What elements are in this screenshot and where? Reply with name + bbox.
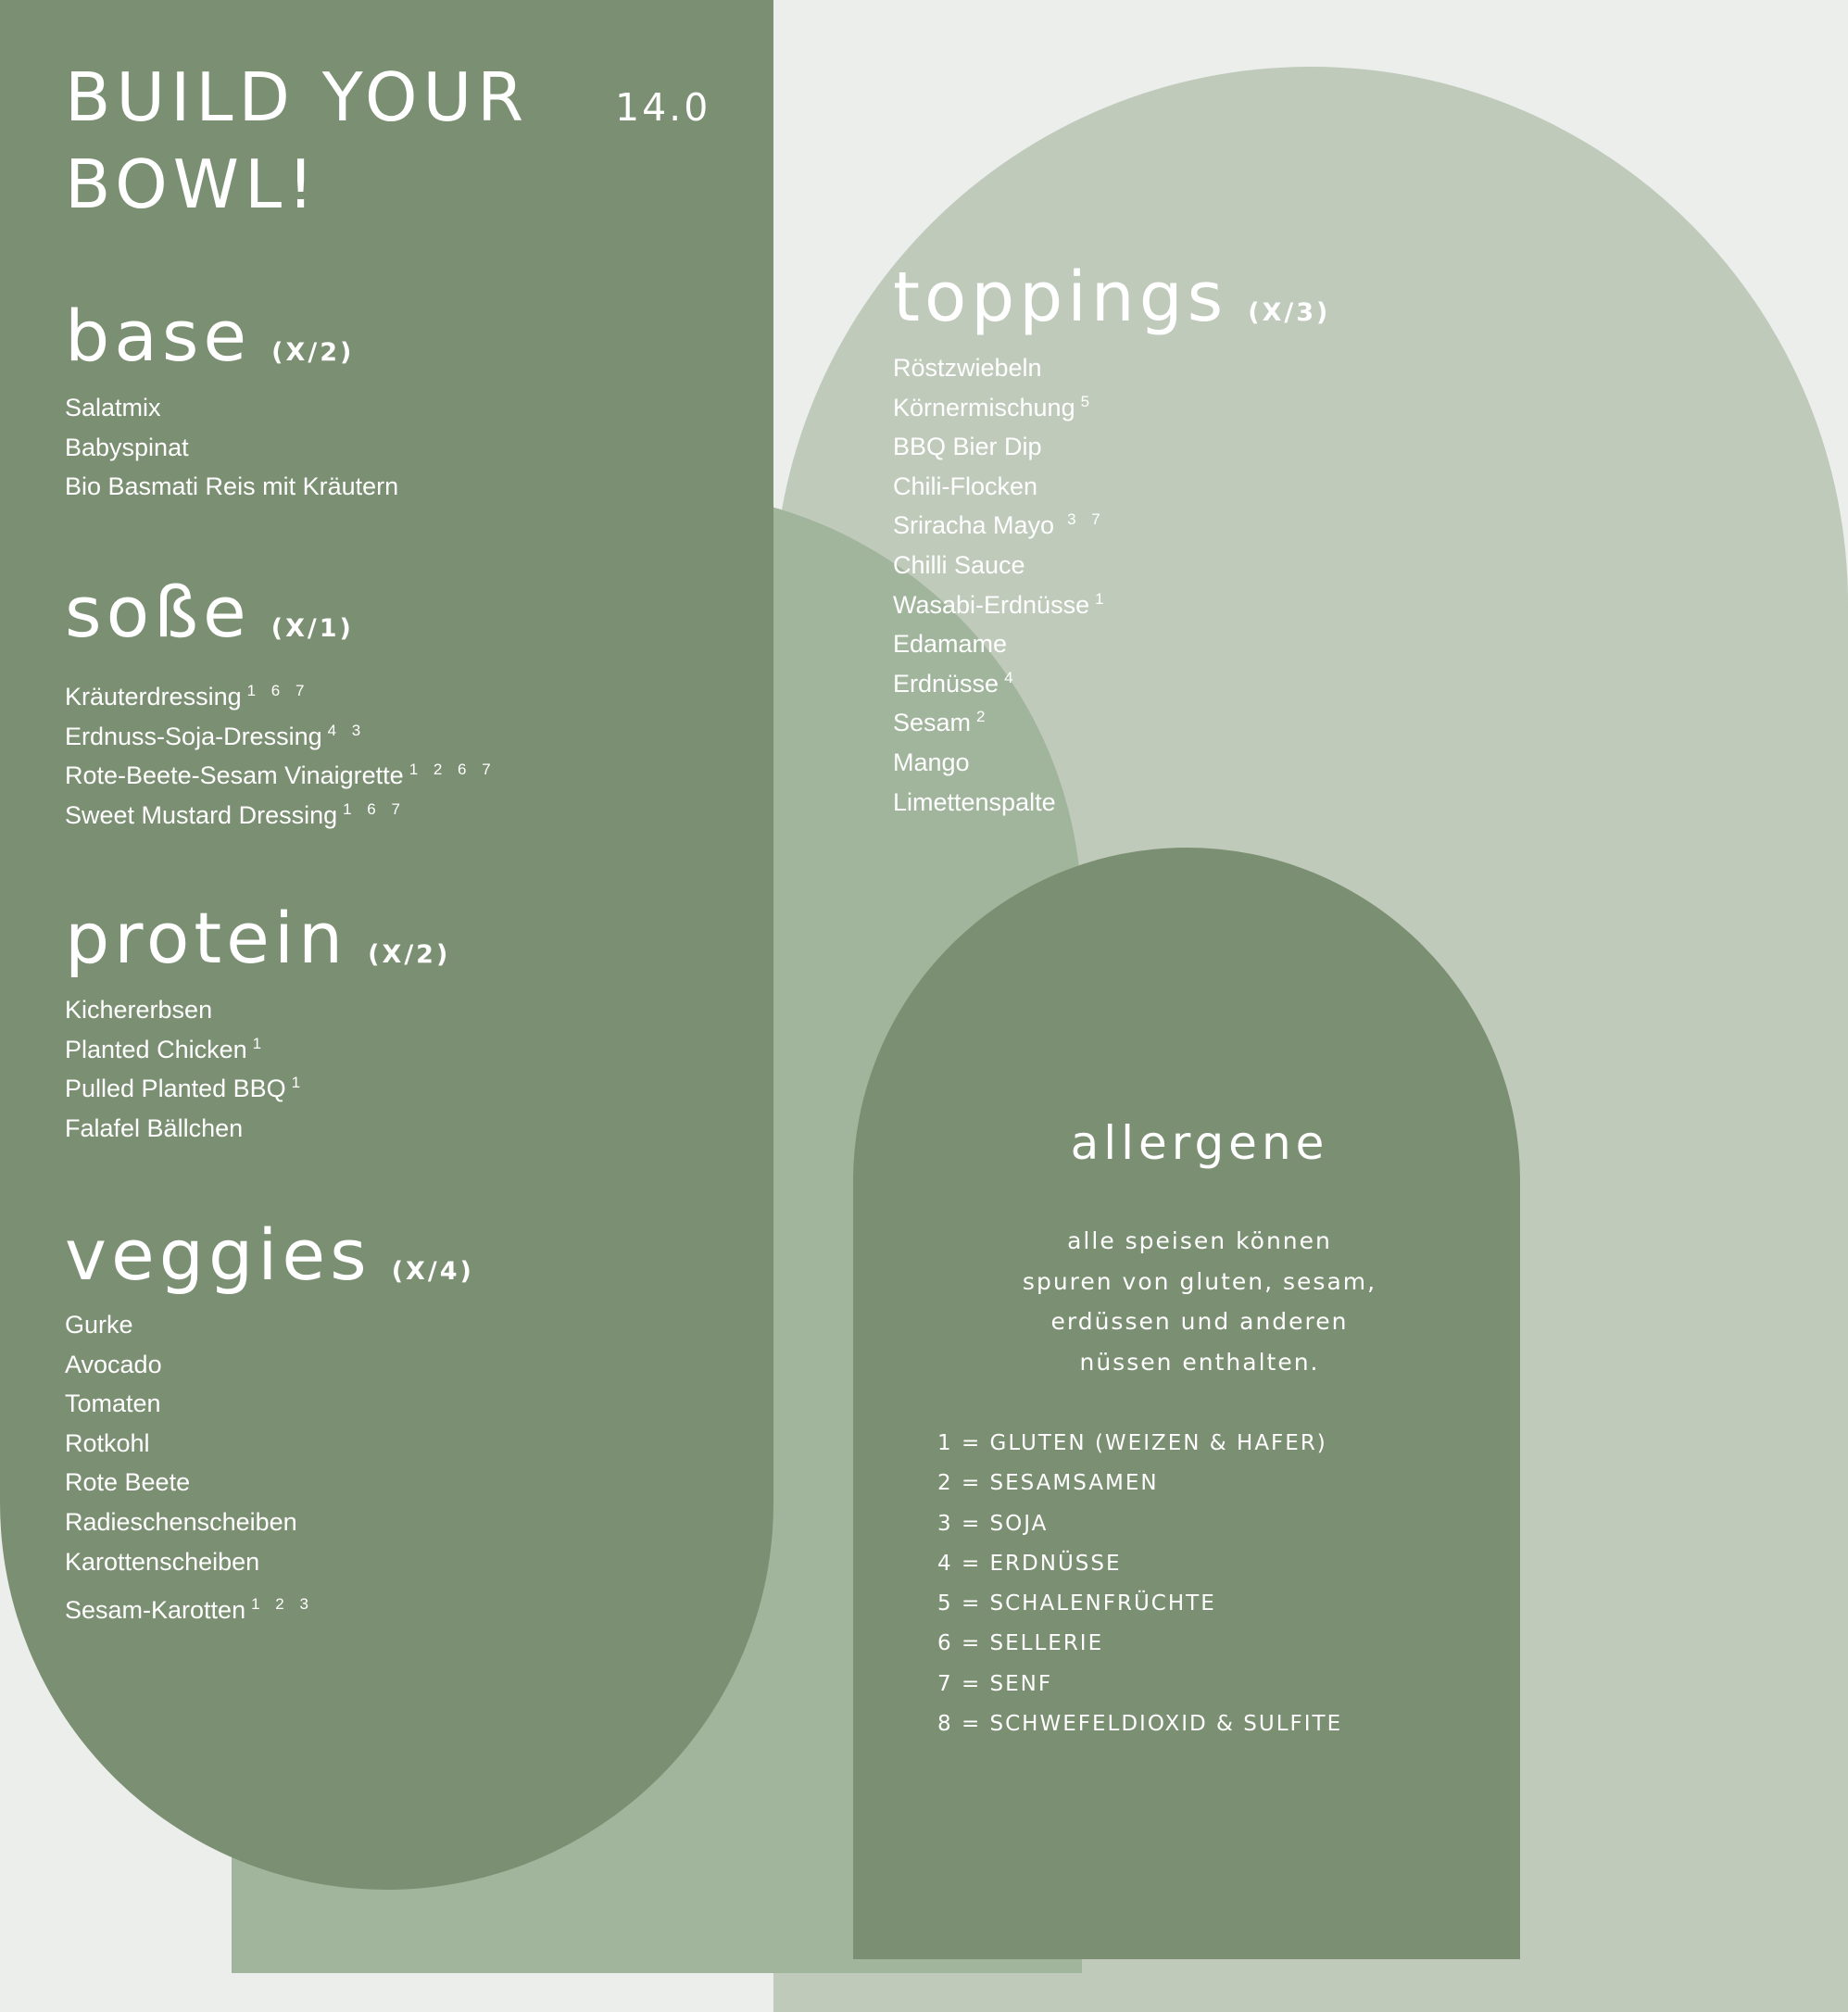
section-veggies: [65, 1213, 474, 1630]
allergen-legend-item: 7 = SENF: [937, 1671, 1053, 1696]
section-sosse: [65, 571, 497, 835]
list-item: [65, 990, 450, 1030]
section-name: protein: [65, 897, 348, 979]
item-label: Chili-Flocken: [893, 472, 1038, 500]
item-label: Radieschenscheiben: [65, 1507, 297, 1536]
list-item: [65, 1503, 474, 1542]
item-label: Salatmix: [65, 394, 161, 421]
section-protein: [65, 897, 450, 1148]
allergen-panel: [853, 848, 1520, 1959]
allergen-legend: [937, 1424, 1342, 1744]
item-label: Planted Chicken: [65, 1035, 247, 1063]
allergen-codes: 1: [1095, 589, 1110, 608]
list-item: [893, 664, 1330, 704]
item-label: Rote-Beete-Sesam Vinaigrette: [65, 761, 404, 790]
item-label: Babyspinat: [65, 433, 189, 461]
allergen-legend-item: 2 = SESAMSAMEN: [937, 1471, 1159, 1496]
section-count: (X/2): [368, 940, 451, 969]
item-label: Limettenspalte: [893, 787, 1056, 816]
section-name: toppings: [893, 258, 1228, 337]
list-item: [893, 388, 1330, 428]
item-label: Kichererbsen: [65, 996, 213, 1024]
list-item: [893, 467, 1330, 507]
item-label: Karottenscheiben: [65, 1547, 260, 1576]
menu-title: [65, 54, 529, 228]
list-item: [65, 1345, 474, 1385]
item-label: BBQ Bier Dip: [893, 433, 1042, 461]
veggies-item-list: [65, 1305, 474, 1630]
list-item: [893, 546, 1330, 585]
list-item: [65, 1591, 474, 1630]
list-item: [65, 1424, 474, 1464]
list-item: [893, 585, 1330, 625]
menu-title-line1: BUILD YOUR: [65, 58, 530, 136]
allergen-codes: 4: [1004, 668, 1019, 686]
item-label: Sweet Mustard Dressing: [65, 800, 338, 829]
item-label: Erdnüsse: [893, 669, 999, 698]
section-protein-heading: [65, 897, 450, 979]
item-label: Rote Beete: [65, 1468, 191, 1497]
list-item: [65, 1463, 474, 1503]
item-label: Pulled Planted BBQ: [65, 1075, 286, 1103]
item-label: Sesam-Karotten: [65, 1596, 246, 1625]
allergen-codes: 3 7: [1067, 510, 1106, 529]
allergen-codes: 1 2 3: [251, 1595, 314, 1614]
list-item: [893, 783, 1330, 823]
section-count: (X/4): [391, 1257, 474, 1286]
list-item: [65, 388, 398, 428]
section-name: veggies: [65, 1213, 371, 1296]
list-item: [65, 756, 497, 796]
allergen-legend-item: 3 = SOJA: [937, 1511, 1049, 1536]
item-label: Röstzwiebeln: [893, 354, 1042, 382]
item-label: Sesam: [893, 709, 972, 737]
item-label: Wasabi-Erdnüsse: [893, 590, 1090, 619]
section-veggies-heading: [65, 1213, 474, 1296]
list-item: [65, 796, 497, 836]
list-item: [893, 743, 1330, 783]
list-item: [65, 1109, 450, 1149]
list-item: [893, 624, 1330, 664]
section-count: (X/1): [270, 614, 354, 643]
list-item: [65, 1305, 474, 1345]
list-item: [65, 1030, 450, 1070]
list-item: [65, 1384, 474, 1424]
item-label: Falafel Bällchen: [65, 1113, 244, 1142]
item-label: Avocado: [65, 1350, 162, 1378]
item-label: Tomaten: [65, 1390, 161, 1418]
item-label: Kräuterdressing: [65, 683, 242, 710]
list-item: [65, 467, 398, 507]
list-item: [893, 427, 1330, 467]
section-count: (X/2): [271, 338, 355, 367]
allergen-title: allergene: [1070, 1116, 1329, 1170]
item-label: Körnermischung: [893, 393, 1075, 421]
allergen-legend-item: 6 = SELLERIE: [937, 1631, 1104, 1656]
section-toppings-heading: [893, 258, 1330, 337]
item-label: Rotkohl: [65, 1428, 150, 1457]
section-sosse-heading: [65, 571, 497, 653]
allergen-legend-item: 8 = SCHWEFELDIOXID & SULFITE: [937, 1712, 1343, 1737]
allergen-codes: 1 6 7: [246, 682, 310, 699]
protein-item-list: [65, 990, 450, 1148]
item-label: Gurke: [65, 1311, 133, 1339]
item-label: Erdnuss-Soja-Dressing: [65, 722, 322, 750]
item-label: Chilli Sauce: [893, 550, 1025, 579]
allergen-codes: 1 2 6 7: [409, 761, 497, 779]
section-base: [65, 295, 398, 507]
list-item: [893, 348, 1330, 388]
item-label: Mango: [893, 748, 970, 776]
list-item: [65, 1069, 450, 1109]
allergen-legend-item: 5 = SCHALENFRÜCHTE: [937, 1591, 1216, 1616]
list-item: [65, 717, 497, 757]
allergen-codes: 2: [976, 708, 991, 726]
menu-title-line2: BOWL!: [65, 145, 320, 223]
section-base-heading: [65, 295, 398, 377]
allergen-codes: 1: [252, 1034, 268, 1052]
list-item: [65, 428, 398, 468]
toppings-item-list: [893, 348, 1330, 822]
list-item: [65, 677, 497, 717]
allergen-codes: 4 3: [327, 721, 367, 739]
allergen-codes: 5: [1080, 392, 1096, 410]
item-label: Sriracha Mayo: [893, 511, 1055, 540]
list-item: [65, 1542, 474, 1582]
allergen-codes: 1: [291, 1074, 307, 1092]
section-count: (X/3): [1248, 298, 1331, 327]
section-name: base: [65, 295, 252, 377]
list-item: [893, 506, 1330, 546]
allergen-legend-item: 4 = ERDNÜSSE: [937, 1551, 1122, 1576]
list-item: [893, 703, 1330, 743]
allergen-legend-item: 1 = GLUTEN (WEIZEN & HAFER): [937, 1431, 1327, 1455]
item-label: Edamame: [893, 630, 1008, 659]
bowl-price: 14.0: [615, 85, 711, 130]
item-label: Bio Basmati Reis mit Kräutern: [65, 472, 399, 501]
section-toppings: [893, 258, 1330, 822]
base-item-list: [65, 388, 398, 507]
sosse-item-list: [65, 677, 497, 835]
allergen-note: alle speisen können spuren von gluten, sesam, erdüssen und anderen nüssen enthalten.: [1022, 1227, 1377, 1376]
allergen-codes: 1 6 7: [343, 799, 406, 818]
section-name: soße: [65, 571, 251, 653]
